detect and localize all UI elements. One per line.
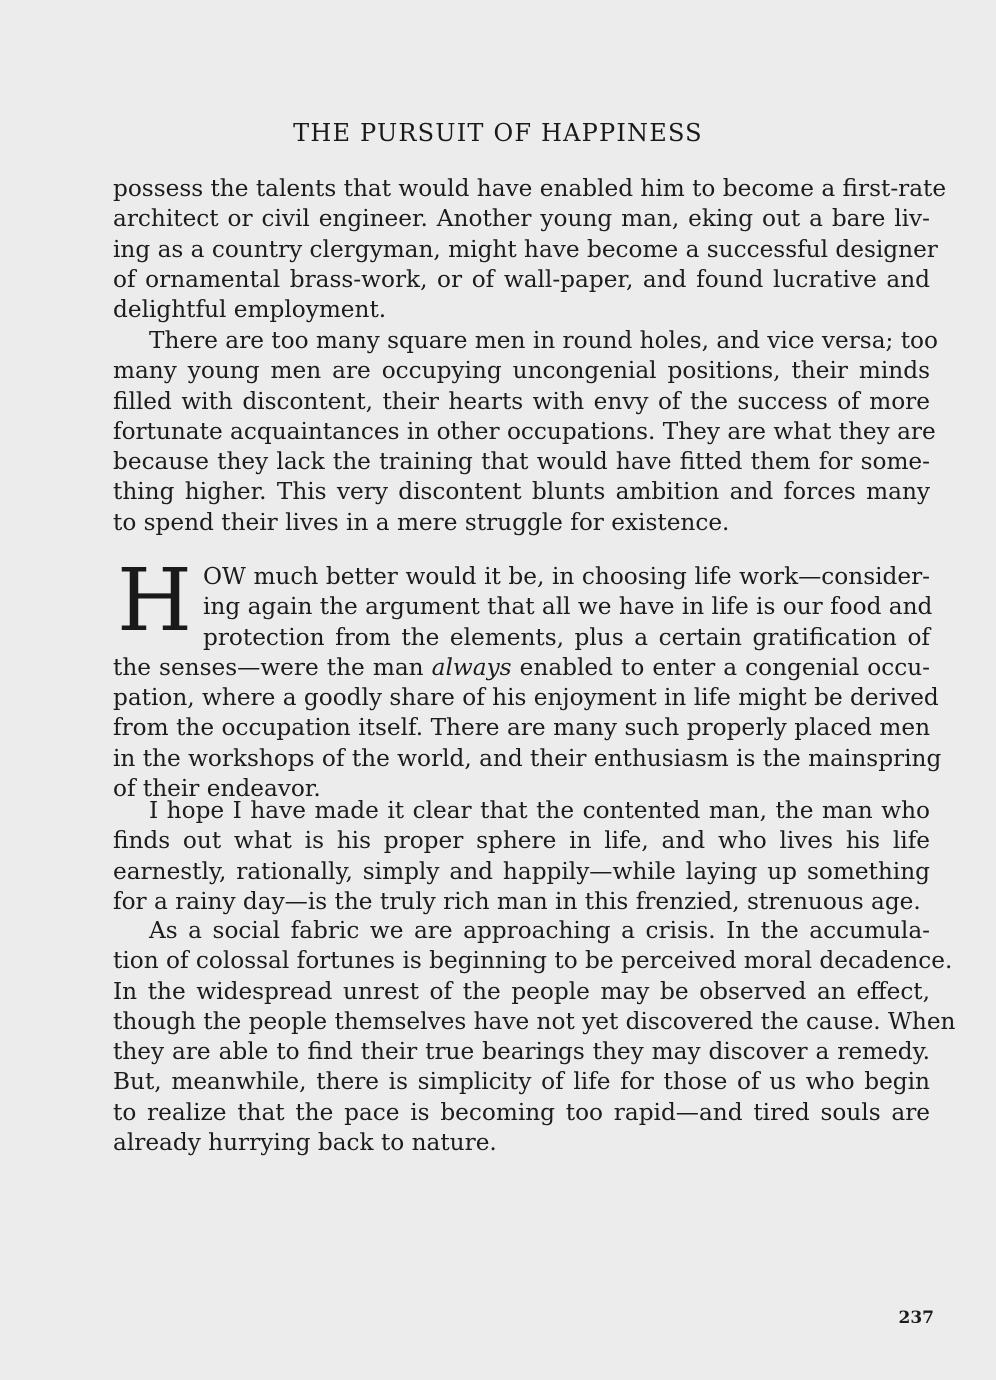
text-line: they are able to find their true bearings they may discover a remedy. — [113, 1038, 930, 1066]
text-line: from the occupation itself. There are many such properly placed men — [113, 714, 930, 742]
text-line: many young men are occupying uncongenial positions, their minds — [113, 357, 930, 385]
text-run: enabled to enter a congenial occu- — [511, 653, 930, 681]
text-line: earnestly, rationally, simply and happily—while laying up something — [113, 857, 930, 885]
running-head-title: THE PURSUIT OF HAPPINESS — [293, 119, 703, 147]
text-line: fortunate acquaintances in other occupations. They are what they are — [113, 417, 936, 445]
page-number: 237 — [898, 1308, 934, 1328]
text-line: thing higher. This very discontent blunts ambition and forces many — [113, 478, 930, 506]
paragraph-square-men — [113, 326, 938, 538]
text-line: because they lack the training that would have fitted them for some- — [113, 448, 930, 476]
text-line: though the people themselves have not yet discovered the cause. When — [113, 1007, 956, 1035]
text-run: the senses—were the man — [113, 653, 432, 681]
text-line: architect or civil engineer. Another young man, eking out a bare liv- — [113, 205, 930, 233]
text-line: pation, where a goodly share of his enjoyment in life might be derived — [113, 684, 939, 712]
text-line: already hurrying back to nature. — [113, 1129, 497, 1157]
text-line: ing again the argument that all we have in life is our food and — [203, 593, 933, 621]
text-line: protection from the elements, plus a certain gratification of — [203, 623, 930, 651]
text-line: In the widespread unrest of the people may be observed an effect, — [113, 977, 930, 1005]
text-line: As a social fabric we are approaching a crisis. In the accumula- — [149, 917, 930, 944]
drop-cap-letter: H — [117, 551, 192, 651]
paragraph-contented-man — [113, 796, 930, 917]
text-line: to realize that the pace is becoming too rapid—and tired souls are — [113, 1098, 930, 1126]
text-line: filled with discontent, their hearts with envy of the success of more — [113, 387, 930, 415]
text-line: to spend their lives in a mere struggle for existence. — [113, 508, 730, 536]
paragraph-social-fabric — [113, 916, 956, 1158]
text-line: of ornamental brass-work, or of wall-paper, and found lucrative and — [113, 265, 930, 293]
text-line: possess the talents that would have enabled him to become a first-rate — [113, 175, 947, 202]
text-line: I hope I have made it clear that the contented man, the man who — [149, 797, 930, 824]
text-line: tion of colossal fortunes is beginning to be perceived moral decadence. — [113, 947, 953, 975]
text-line: delightful employment. — [113, 296, 387, 324]
text-line: There are too many square men in round holes, and vice versa; too — [149, 327, 938, 354]
text-line: OW much better would it be, in choosing life work—consider- — [203, 563, 930, 590]
text-line: of their endeavor. — [113, 775, 321, 803]
text-line: But, meanwhile, there is simplicity of life for those of us who begin — [113, 1068, 930, 1096]
emphasized-word: always — [431, 653, 512, 681]
text-line: finds out what is his proper sphere in life, and who lives his life — [113, 827, 930, 855]
paragraph-drop-cap — [113, 551, 942, 804]
text-line: for a rainy day—is the truly rich man in this frenzied, strenuous age. — [113, 887, 921, 915]
paragraph-continuation — [113, 174, 947, 325]
text-line: ing as a country clergyman, might have become a successful designer — [113, 235, 938, 263]
text-line: in the workshops of the world, and their enthusiasm is the mainspring — [113, 744, 942, 772]
text-line — [113, 653, 930, 683]
